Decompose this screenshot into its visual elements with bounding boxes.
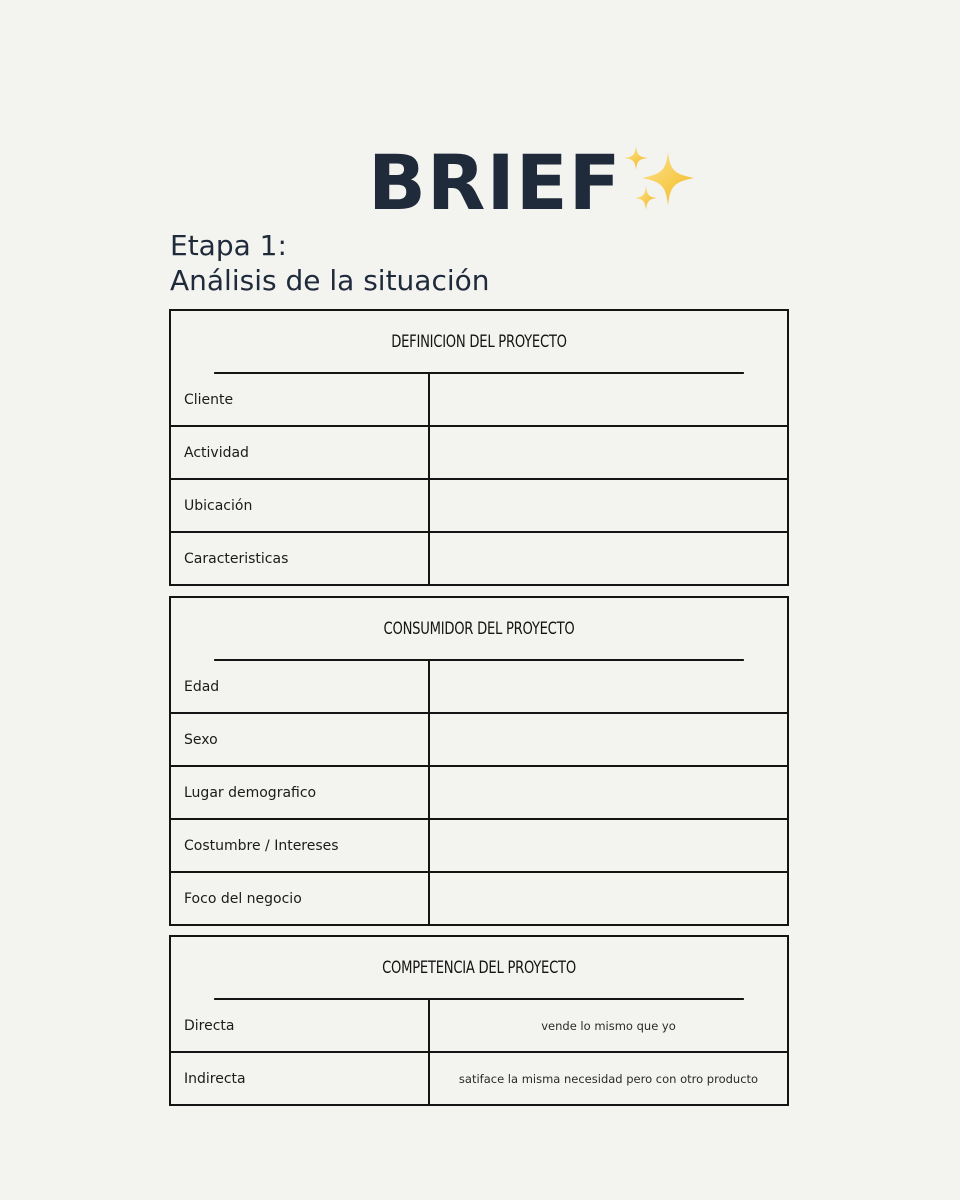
table-row [171,374,787,427]
section-title: COMPETENCIA DEL PROYECTO [214,937,744,1000]
row-label: Indirecta [171,1053,430,1104]
table-row [171,714,787,767]
row-value-field[interactable] [430,820,787,871]
row-value-field[interactable]: vende lo mismo que yo [541,1018,676,1033]
row-label: Cliente [171,374,430,425]
row-value-field[interactable] [430,480,787,531]
row-value-field[interactable] [430,661,787,712]
row-label: Ubicación [171,480,430,531]
row-value-field[interactable]: satiface la misma necesidad pero con otro producto [458,1071,759,1086]
row-value-field[interactable] [430,714,787,765]
row-label: Caracteristicas [171,533,430,584]
row-label: Edad [171,661,430,712]
section-competencia [169,935,789,1106]
row-label: Actividad [171,427,430,478]
section-header-wrap [171,598,787,661]
section-header-wrap [171,311,787,374]
sparkles-icon [620,144,700,224]
stage-heading [170,228,490,298]
section-consumidor [169,596,789,926]
row-value-field[interactable] [430,533,787,584]
table-row [171,1000,787,1053]
title-area [0,140,960,230]
row-value-field[interactable] [430,427,787,478]
section-title: CONSUMIDOR DEL PROYECTO [214,598,744,661]
row-value-field[interactable] [430,767,787,818]
table-row [171,873,787,924]
row-label: Lugar demografico [171,767,430,818]
row-value-field[interactable] [430,374,787,425]
table-row [171,427,787,480]
section-header-wrap [171,937,787,1000]
section-definicion [169,309,789,586]
row-label: Directa [171,1000,430,1051]
row-value-field[interactable] [430,873,787,924]
table-row [171,480,787,533]
table-row [171,767,787,820]
row-label: Foco del negocio [171,873,430,924]
stage-number: Etapa 1: [170,229,287,262]
section-title: DEFINICION DEL PROYECTO [214,311,744,374]
stage-subtitle: Análisis de la situación [170,264,490,297]
row-label: Costumbre / Intereses [171,820,430,871]
table-row [171,820,787,873]
row-label: Sexo [171,714,430,765]
table-row [171,661,787,714]
table-row [171,1053,787,1104]
table-row [171,533,787,584]
page-title: BRIEF [368,138,622,227]
